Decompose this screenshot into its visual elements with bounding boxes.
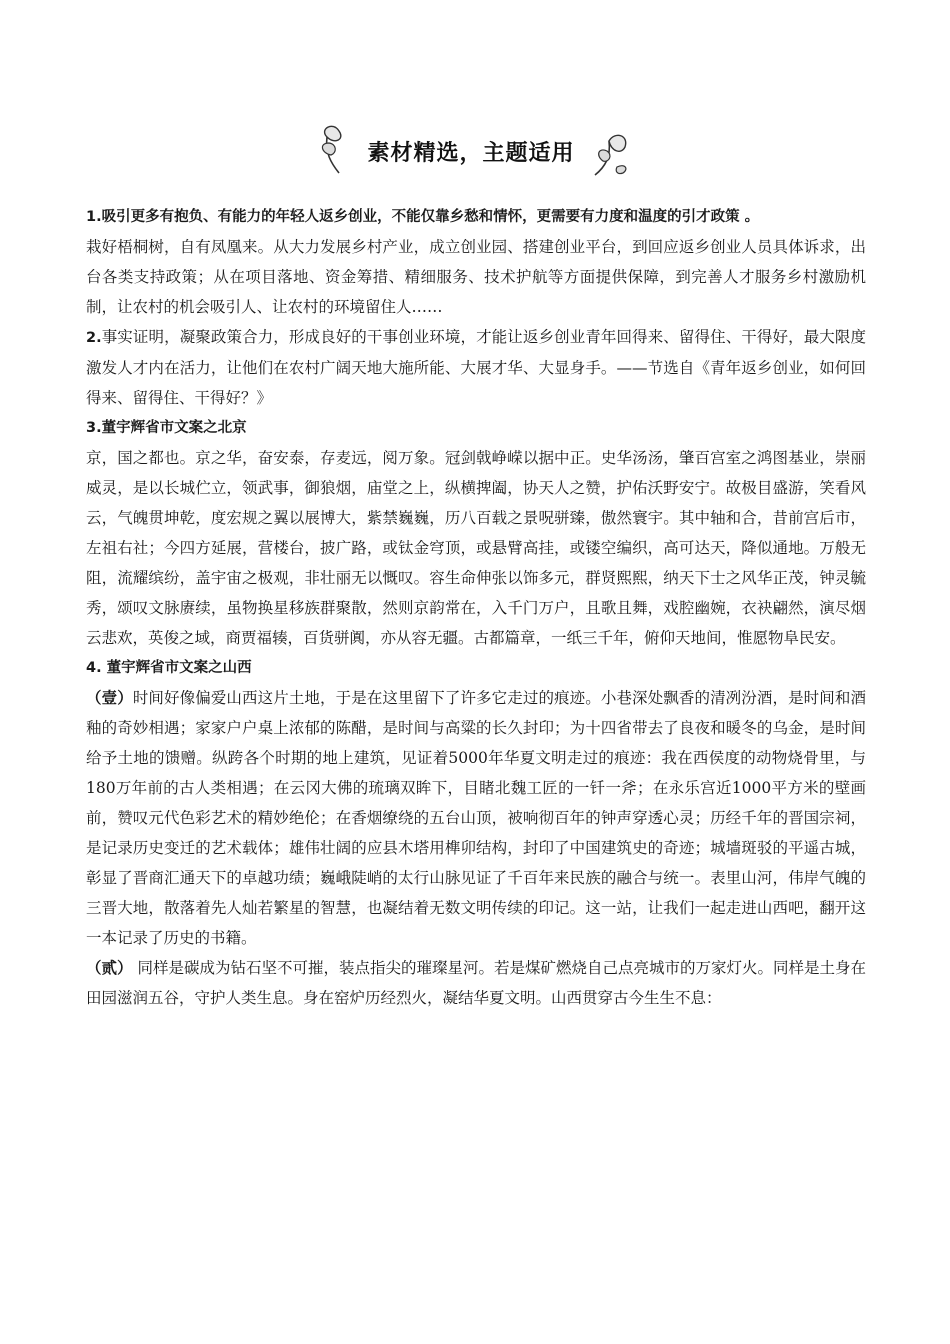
page-title: 素材精选，主题适用 [367,140,575,166]
leaf-decoration-icon [317,123,361,179]
section-2-paragraph [86,322,866,413]
section-3-body: 京，国之都也。京之华，奋安泰，存麦远，阅万象。冠剑戟峥嵘以据中正。史华汤汤，肇百宫室之鸿图基业，崇丽威灵，是以长城伫立，领武事，御狼烟，庙堂之上，纵横捭阖，协天人之赞，护佑沃野安宁。故极目盛游，笑看风云，气魄贯坤乾，度宏规之翼以展博大，紫禁巍巍，历八百载之景呪骈臻，傲然寰宇。其中轴和合，昔前宫后市，左祖右社；今四方延展，营楼台，披广路，或钛金穹顶，或悬臂高挂，或镂空编织，高可达天，降似通地。万般无阻，流耀缤纷，盖宇宙之极观，非壮丽无以慨叹。容生命伸张以饰多元，群贤熙熙，纳天下士之风华正茂，钟灵毓秀，颂叹文脉赓续，虽物换星移族群聚散，然则京韵常在，入千门万户，且歌且舞，戏腔幽婉，衣袂翩然，演尽烟云悲欢，英俊之域，商贾福辏，百货骈阗，亦从容无疆。古都篇章，一纸三千年，俯仰天地间，惟愿物阜民安。 [86,449,866,647]
section-4-paragraph-1 [86,683,866,953]
section-4-heading: 4. 董宇辉省市文案之山西 [86,660,252,676]
section-header [0,118,950,184]
section-2-number: 2. [86,330,102,346]
section-1-body: 栽好梧桐树，自有凤凰来。从大力发展乡村产业，成立创业园、搭建创业平台，到回应返乡创业人员具体诉求，出台各类支持政策；从在项目落地、资金筹措、精细服务、技术护航等方面提供保障，到完善人才服务乡村激励机制，让农村的机会吸引人、让农村的环境留住人…… [86,238,866,316]
paragraph-tag: （贰） [86,958,133,977]
article-body [86,202,866,1013]
section-3-heading: 3.董宇辉省市文案之北京 [86,420,247,436]
paragraph-text: 同样是碳成为钻石坚不可摧，装点指尖的璀璨星河。若是煤矿燃烧自己点亮城市的万家灯火。同样是土身在田园滋润五谷，守护人类生息。身在窑炉历经烈火，凝结华夏文明。山西贯穿古今生生不息： [86,959,866,1007]
title-banner [317,123,632,179]
paragraph-text: 时间好像偏爱山西这片土地，于是在这里留下了许多它走过的痕迹。小巷深处飘香的清冽汾酒，是时间和酒釉的奇妙相遇；家家户户桌上浓郁的陈醋，是时间与高粱的长久封印；为十四省带去了良夜和暖冬的乌金，是时间给予土地的馈赠。纵跨各个时期的地上建筑，见证着5000年华夏文明走过的痕迹：我在西侯度的动物烧骨里，与180万年前的古人类相遇；在云冈大佛的琉璃双眸下，目睹北魏工匠的一钎一斧；在永乐宫近1000平方米的壁画前，赞叹元代色彩艺术的精妙绝伦；在香烟缭绕的五台山顶，被响彻百年的钟声穿透心灵；历经千年的晋国宗祠，是记录历史变迁的艺术载体；雄伟壮阔的应县木塔用榫卯结构，封印了中国建筑史的奇迹；城墙斑驳的平遥古城，彰显了晋商汇通天下的卓越功绩；巍峨陡峭的太行山脉见证了千百年来民族的融合与统一。表里山河，伟岸气魄的三晋大地，散落着先人灿若繁星的智慧，也凝结着无数文明传续的印记。这一站，让我们一起走进山西吧，翻开这一本记录了历史的书籍。 [86,689,866,947]
section-2-body: 事实证明，凝聚政策合力，形成良好的干事创业环境，才能让返乡创业青年回得来、留得住、干得好，最大限度激发人才内在活力，让他们在农村广阔天地大施所能、大展才华、大显身手。——节选自《青年返乡创业，如何回得来、留得住、干得好？》 [86,328,866,407]
leaf-decoration-icon [589,123,633,179]
paragraph-tag: （壹） [86,688,133,707]
section-4-paragraph-2 [86,953,866,1013]
section-1-heading: 1.吸引更多有抱负、有能力的年轻人返乡创业，不能仅靠乡愁和情怀，更需要有力度和温度的引才政策 。 [86,209,760,225]
